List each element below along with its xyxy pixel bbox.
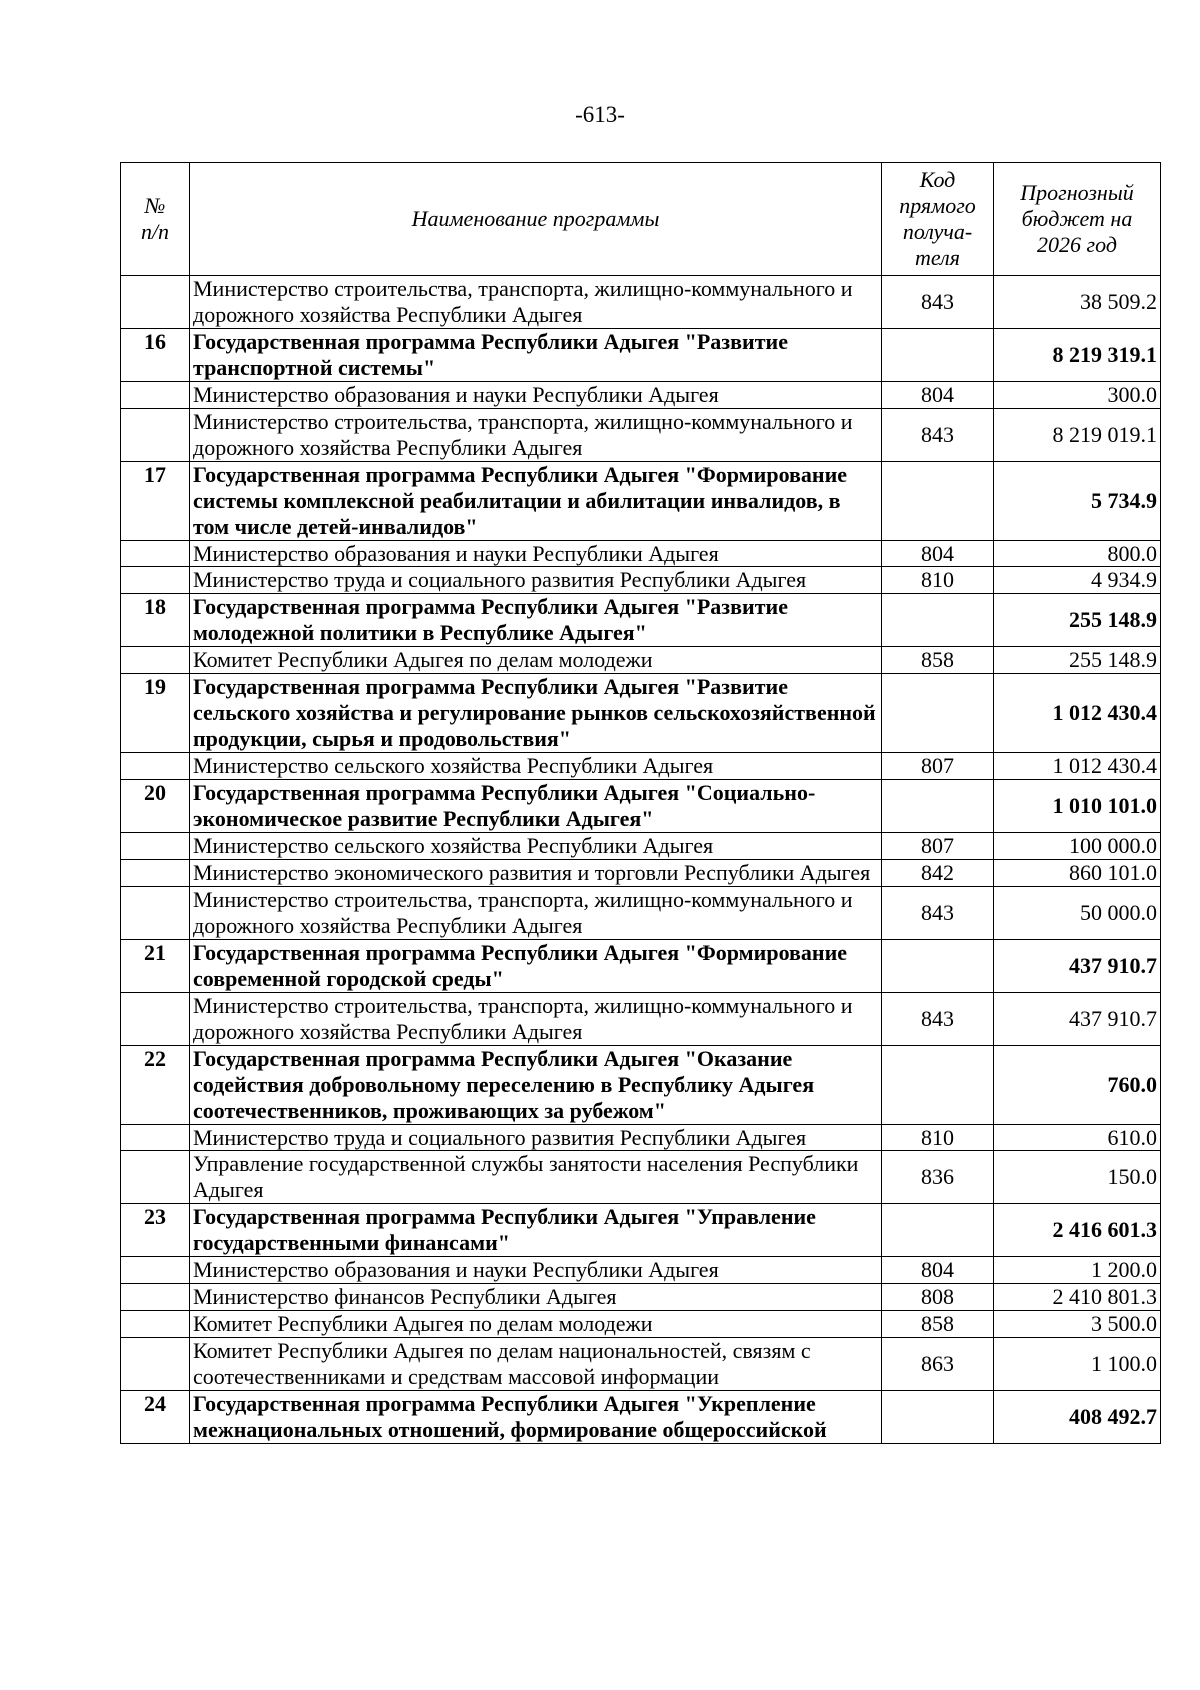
row-number	[121, 1151, 190, 1204]
recipient-row	[121, 647, 1161, 674]
budget-amount: 860 101.0	[994, 859, 1161, 886]
recipient-name: Комитет Республики Адыгея по делам национальностей, связям с соотечественниками и средствам массовой информации	[190, 1338, 882, 1391]
recipient-name: Министерство строительства, транспорта, жилищно-коммунального и дорожного хозяйства Республики Адыгея	[190, 886, 882, 939]
budget-amount: 38 509.2	[994, 276, 1161, 329]
recipient-code: 807	[882, 833, 994, 860]
recipient-name: Министерство строительства, транспорта, жилищно-коммунального и дорожного хозяйства Республики Адыгея	[190, 408, 882, 461]
recipient-code	[882, 780, 994, 833]
budget-amount: 8 219 319.1	[994, 328, 1161, 381]
program-name: Государственная программа Республики Адыгея "Формирование системы комплексной реабилитации и абилитации инвалидов, в том числе детей-инвалидов"	[190, 461, 882, 540]
budget-amount: 2 410 801.3	[994, 1284, 1161, 1311]
recipient-row	[121, 1338, 1161, 1391]
budget-amount: 255 148.9	[994, 647, 1161, 674]
header-num: № п/п	[121, 163, 190, 276]
recipient-name: Министерство образования и науки Республики Адыгея	[190, 381, 882, 408]
row-number	[121, 1124, 190, 1151]
row-number: 22	[121, 1045, 190, 1124]
budget-amount: 50 000.0	[994, 886, 1161, 939]
recipient-name: Министерство сельского хозяйства Республики Адыгея	[190, 833, 882, 860]
row-number: 17	[121, 461, 190, 540]
program-row	[121, 1204, 1161, 1257]
recipient-code: 804	[882, 381, 994, 408]
program-row	[121, 1045, 1161, 1124]
recipient-code: 804	[882, 540, 994, 567]
row-number	[121, 381, 190, 408]
budget-amount: 5 734.9	[994, 461, 1161, 540]
budget-amount: 4 934.9	[994, 567, 1161, 594]
recipient-name: Комитет Республики Адыгея по делам молодежи	[190, 647, 882, 674]
budget-amount: 760.0	[994, 1045, 1161, 1124]
row-number: 24	[121, 1391, 190, 1444]
recipient-code	[882, 1045, 994, 1124]
budget-amount: 300.0	[994, 381, 1161, 408]
recipient-name: Комитет Республики Адыгея по делам молодежи	[190, 1311, 882, 1338]
row-number: 18	[121, 594, 190, 647]
recipient-code: 804	[882, 1257, 994, 1284]
table-header	[121, 163, 1161, 276]
row-number: 20	[121, 780, 190, 833]
program-row	[121, 1391, 1161, 1444]
budget-amount: 1 010 101.0	[994, 780, 1161, 833]
row-number	[121, 567, 190, 594]
recipient-row	[121, 276, 1161, 329]
recipient-row	[121, 992, 1161, 1045]
budget-amount: 3 500.0	[994, 1311, 1161, 1338]
row-number	[121, 833, 190, 860]
page-number: -613-	[575, 102, 625, 127]
program-row	[121, 939, 1161, 992]
program-name: Государственная программа Республики Адыгея "Развитие транспортной системы"	[190, 328, 882, 381]
program-name: Государственная программа Республики Адыгея "Формирование современной городской среды"	[190, 939, 882, 992]
row-number: 16	[121, 328, 190, 381]
budget-amount: 1 100.0	[994, 1338, 1161, 1391]
row-number	[121, 1338, 190, 1391]
budget-amount: 437 910.7	[994, 939, 1161, 992]
recipient-code	[882, 1204, 994, 1257]
budget-amount: 150.0	[994, 1151, 1161, 1204]
row-number	[121, 886, 190, 939]
recipient-code	[882, 939, 994, 992]
budget-amount: 1 012 430.4	[994, 753, 1161, 780]
recipient-code: 843	[882, 276, 994, 329]
program-name: Государственная программа Республики Адыгея "Управление государственными финансами"	[190, 1204, 882, 1257]
recipient-code	[882, 594, 994, 647]
recipient-name: Министерство строительства, транспорта, жилищно-коммунального и дорожного хозяйства Республики Адыгея	[190, 992, 882, 1045]
row-number	[121, 1257, 190, 1284]
recipient-code	[882, 1391, 994, 1444]
budget-amount: 800.0	[994, 540, 1161, 567]
budget-table	[120, 162, 1161, 1444]
program-name: Государственная программа Республики Адыгея "Развитие сельского хозяйства и регулирование рынков сельскохозяйственной продукции, сырья и продовольствия"	[190, 674, 882, 753]
header-budget: Прогнозный бюджет на 2026 год	[994, 163, 1161, 276]
budget-amount: 1 200.0	[994, 1257, 1161, 1284]
budget-amount: 8 219 019.1	[994, 408, 1161, 461]
recipient-row	[121, 381, 1161, 408]
row-number	[121, 753, 190, 780]
recipient-code: 807	[882, 753, 994, 780]
recipient-row	[121, 540, 1161, 567]
recipient-row	[121, 753, 1161, 780]
recipient-row	[121, 859, 1161, 886]
budget-amount: 437 910.7	[994, 992, 1161, 1045]
recipient-row	[121, 886, 1161, 939]
row-number	[121, 859, 190, 886]
recipient-code: 843	[882, 992, 994, 1045]
recipient-row	[121, 1311, 1161, 1338]
recipient-name: Министерство труда и социального развития Республики Адыгея	[190, 1124, 882, 1151]
recipient-code: 810	[882, 1124, 994, 1151]
program-row	[121, 780, 1161, 833]
recipient-name: Министерство строительства, транспорта, жилищно-коммунального и дорожного хозяйства Республики Адыгея	[190, 276, 882, 329]
recipient-row	[121, 1151, 1161, 1204]
recipient-row	[121, 833, 1161, 860]
recipient-code	[882, 461, 994, 540]
recipient-row	[121, 1284, 1161, 1311]
row-number	[121, 1311, 190, 1338]
recipient-row	[121, 567, 1161, 594]
recipient-code: 843	[882, 886, 994, 939]
header-code: Код прямого получа- теля	[882, 163, 994, 276]
recipient-name: Министерство финансов Республики Адыгея	[190, 1284, 882, 1311]
recipient-code: 836	[882, 1151, 994, 1204]
program-name: Государственная программа Республики Адыгея "Развитие молодежной политики в Республике Адыгея"	[190, 594, 882, 647]
row-number	[121, 647, 190, 674]
budget-amount: 408 492.7	[994, 1391, 1161, 1444]
recipient-code: 863	[882, 1338, 994, 1391]
program-name: Государственная программа Республики Адыгея "Укрепление межнациональных отношений, формирование общероссийской	[190, 1391, 882, 1444]
recipient-code: 843	[882, 408, 994, 461]
recipient-code	[882, 674, 994, 753]
recipient-code	[882, 328, 994, 381]
recipient-row	[121, 1257, 1161, 1284]
program-name: Государственная программа Республики Адыгея "Социально-экономическое развитие Республики Адыгея"	[190, 780, 882, 833]
recipient-code: 842	[882, 859, 994, 886]
recipient-row	[121, 408, 1161, 461]
program-name: Государственная программа Республики Адыгея "Оказание содействия добровольному переселению в Республику Адыгея соотечественников, проживающих за рубежом"	[190, 1045, 882, 1124]
budget-amount: 2 416 601.3	[994, 1204, 1161, 1257]
recipient-name: Министерство экономического развития и торговли Республики Адыгея	[190, 859, 882, 886]
row-number	[121, 408, 190, 461]
header-name: Наименование программы	[190, 163, 882, 276]
recipient-code: 810	[882, 567, 994, 594]
recipient-code: 858	[882, 1311, 994, 1338]
row-number	[121, 276, 190, 329]
row-number: 23	[121, 1204, 190, 1257]
budget-amount: 1 012 430.4	[994, 674, 1161, 753]
row-number	[121, 992, 190, 1045]
row-number	[121, 1284, 190, 1311]
recipient-code: 808	[882, 1284, 994, 1311]
recipient-name: Министерство сельского хозяйства Республики Адыгея	[190, 753, 882, 780]
row-number: 21	[121, 939, 190, 992]
program-row	[121, 674, 1161, 753]
table-body	[121, 276, 1161, 1444]
row-number	[121, 540, 190, 567]
recipient-name: Министерство образования и науки Республики Адыгея	[190, 1257, 882, 1284]
recipient-name: Управление государственной службы занятости населения Республики Адыгея	[190, 1151, 882, 1204]
recipient-name: Министерство образования и науки Республики Адыгея	[190, 540, 882, 567]
recipient-name: Министерство труда и социального развития Республики Адыгея	[190, 567, 882, 594]
program-row	[121, 594, 1161, 647]
recipient-row	[121, 1124, 1161, 1151]
budget-amount: 100 000.0	[994, 833, 1161, 860]
budget-amount: 255 148.9	[994, 594, 1161, 647]
program-row	[121, 328, 1161, 381]
program-row	[121, 461, 1161, 540]
budget-amount: 610.0	[994, 1124, 1161, 1151]
row-number: 19	[121, 674, 190, 753]
recipient-code: 858	[882, 647, 994, 674]
